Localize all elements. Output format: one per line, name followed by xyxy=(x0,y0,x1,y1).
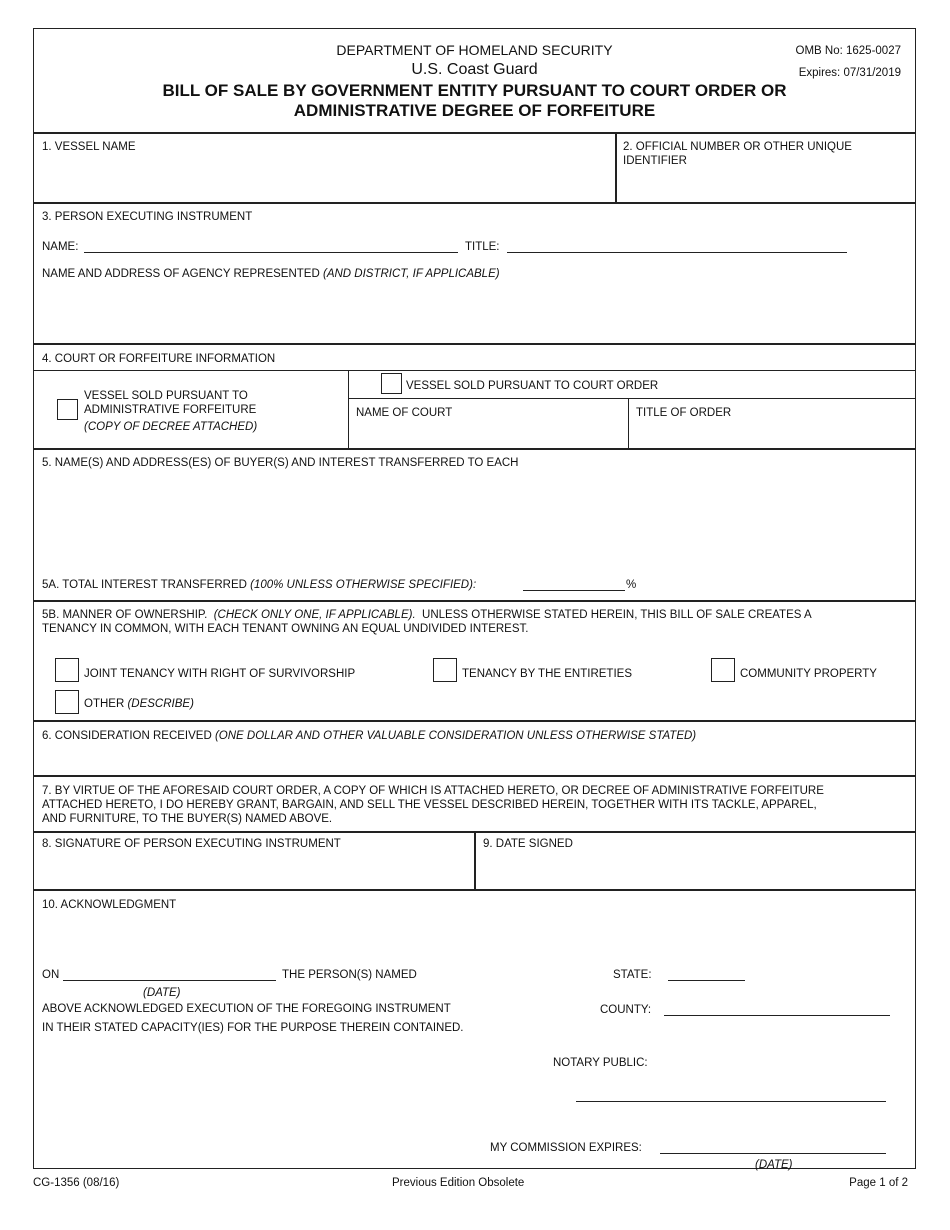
court-order-label: VESSEL SOLD PURSUANT TO COURT ORDER xyxy=(406,380,659,392)
title-label: TITLE: xyxy=(465,241,500,253)
divider xyxy=(33,448,916,450)
divider xyxy=(348,370,349,448)
ownership-label-line1 xyxy=(42,608,812,622)
agency-represented-hint: (AND DISTRICT, IF APPLICABLE) xyxy=(322,268,500,280)
header xyxy=(34,29,915,132)
official-number-label: 2. OFFICIAL NUMBER OR OTHER UNIQUE xyxy=(623,141,852,153)
department-name: DEPARTMENT OF HOMELAND SECURITY xyxy=(336,42,613,58)
buyers-field[interactable] xyxy=(42,474,908,569)
divider xyxy=(33,370,916,371)
admin-forfeiture-label-line1: VESSEL SOLD PURSUANT TO xyxy=(84,390,248,402)
court-name-label: NAME OF COURT xyxy=(356,407,453,419)
divider xyxy=(33,132,916,134)
entireties-label: TENANCY BY THE ENTIRETIES xyxy=(462,668,632,680)
total-interest-label: 5A. TOTAL INTEREST TRANSFERRED xyxy=(42,579,247,591)
form-title-line1: BILL OF SALE BY GOVERNMENT ENTITY PURSUANT TO COURT ORDER OR xyxy=(162,81,787,100)
order-title-label: TITLE OF ORDER xyxy=(636,407,732,419)
court-forfeiture-label: 4. COURT OR FORFEITURE INFORMATION xyxy=(42,353,276,365)
total-interest-field[interactable] xyxy=(523,577,625,591)
signature-label: 8. SIGNATURE OF PERSON EXECUTING INSTRUMENT xyxy=(42,838,341,850)
official-number-field[interactable] xyxy=(623,172,908,198)
acknowledged-text-line2: IN THEIR STATED CAPACITY(IES) FOR THE PURPOSE THEREIN CONTAINED. xyxy=(42,1022,464,1034)
title-field[interactable] xyxy=(507,239,847,253)
community-property-label: COMMUNITY PROPERTY xyxy=(740,668,877,680)
state-field[interactable] xyxy=(668,967,745,981)
omb-expiration: Expires: 07/31/2019 xyxy=(798,67,901,79)
name-label: NAME: xyxy=(42,241,79,253)
person-executing-label: 3. PERSON EXECUTING INSTRUMENT xyxy=(42,211,253,223)
court-name-field[interactable] xyxy=(356,424,621,444)
name-field[interactable] xyxy=(84,239,458,253)
order-title-field[interactable] xyxy=(636,424,908,444)
consideration-hint: (ONE DOLLAR AND OTHER VALUABLE CONSIDERATION UNLESS OTHERWISE STATED) xyxy=(214,730,697,742)
omb-number: OMB No: 1625-0027 xyxy=(795,45,901,57)
community-property-checkbox[interactable] xyxy=(711,658,735,682)
other-ownership-checkbox[interactable] xyxy=(55,690,79,714)
joint-tenancy-checkbox[interactable] xyxy=(55,658,79,682)
persons-named-label: THE PERSON(S) NAMED xyxy=(282,969,417,981)
agency-represented-label xyxy=(42,267,500,281)
ownership-label-line2: TENANCY IN COMMON, WITH EACH TENANT OWNING AN EQUAL UNDIVIDED INTEREST. xyxy=(42,623,529,635)
acknowledgment-label: 10. ACKNOWLEDGMENT xyxy=(42,899,177,911)
admin-forfeiture-label-line2: ADMINISTRATIVE FORFEITURE xyxy=(84,404,257,416)
divider xyxy=(615,133,617,202)
divider xyxy=(474,831,476,889)
total-interest-hint: (100% UNLESS OTHERWISE SPECIFIED): xyxy=(250,579,477,591)
percent-sign: % xyxy=(626,579,637,591)
commission-date-hint: (DATE) xyxy=(755,1159,793,1171)
admin-forfeiture-checkbox[interactable] xyxy=(57,399,78,420)
other-ownership-label xyxy=(84,697,194,711)
acknowledgment-date-field[interactable] xyxy=(63,967,276,981)
official-number-label-line2: IDENTIFIER xyxy=(623,155,687,167)
commission-expires-label: MY COMMISSION EXPIRES: xyxy=(490,1142,642,1154)
joint-tenancy-label: JOINT TENANCY WITH RIGHT OF SURVIVORSHIP xyxy=(84,668,356,680)
ownership-label: 5B. MANNER OF OWNERSHIP. xyxy=(42,609,208,621)
commission-expires-field[interactable] xyxy=(660,1140,886,1154)
other-ownership-hint: (DESCRIBE) xyxy=(127,698,194,710)
notary-public-label: NOTARY PUBLIC: xyxy=(553,1057,648,1069)
buyers-label: 5. NAME(S) AND ADDRESS(ES) OF BUYER(S) AND INTEREST TRANSFERRED TO EACH xyxy=(42,457,519,469)
divider xyxy=(33,202,916,204)
county-field[interactable] xyxy=(664,1002,890,1016)
entireties-checkbox[interactable] xyxy=(433,658,457,682)
date-signed-field[interactable] xyxy=(483,855,908,885)
total-interest-row xyxy=(42,578,476,592)
notary-signature-line[interactable] xyxy=(576,1088,886,1102)
admin-forfeiture-label-line3: (COPY OF DECREE ATTACHED) xyxy=(84,421,258,433)
page-number: Page 1 of 2 xyxy=(849,1177,908,1189)
acknowledged-text-line1: ABOVE ACKNOWLEDGED EXECUTION OF THE FOREGOING INSTRUMENT xyxy=(42,1003,451,1015)
divider xyxy=(33,600,916,602)
form-title-line2: ADMINISTRATIVE DEGREE OF FORFEITURE xyxy=(293,101,656,120)
consideration-field[interactable] xyxy=(42,748,908,772)
ownership-text: UNLESS OTHERWISE STATED HEREIN, THIS BILL OF SALE CREATES A xyxy=(422,609,812,621)
county-label: COUNTY: xyxy=(600,1004,652,1016)
divider xyxy=(33,720,916,722)
vessel-name-label: 1. VESSEL NAME xyxy=(42,141,136,153)
ownership-hint: (CHECK ONLY ONE, IF APPLICABLE). xyxy=(213,609,416,621)
consideration-label: 6. CONSIDERATION RECEIVED xyxy=(42,730,212,742)
other-ownership-text: OTHER xyxy=(84,698,125,710)
date-signed-label: 9. DATE SIGNED xyxy=(483,838,573,850)
acknowledgment-date-hint: (DATE) xyxy=(143,987,181,999)
divider xyxy=(33,343,916,345)
agency-name: U.S. Coast Guard xyxy=(411,61,538,78)
form-number: CG-1356 (08/16) xyxy=(33,1177,120,1189)
consideration-label-row xyxy=(42,729,696,743)
vessel-name-field[interactable] xyxy=(42,160,607,198)
agency-represented-text: NAME AND ADDRESS OF AGENCY REPRESENTED xyxy=(42,268,320,280)
signature-field[interactable] xyxy=(42,855,467,885)
agency-represented-field[interactable] xyxy=(42,284,908,339)
divider xyxy=(33,775,916,777)
on-label: ON xyxy=(42,969,60,981)
edition-note: Previous Edition Obsolete xyxy=(392,1177,525,1189)
grant-text-line3: AND FURNITURE, TO THE BUYER(S) NAMED ABOVE. xyxy=(42,813,333,825)
divider xyxy=(348,398,916,399)
grant-text-line2: ATTACHED HERETO, I DO HEREBY GRANT, BARGAIN, AND SELL THE VESSEL DESCRIBED HEREIN, TOGETHER WITH ITS TACKLE, APPAREL, xyxy=(42,799,817,811)
court-order-checkbox[interactable] xyxy=(381,373,402,394)
divider xyxy=(628,398,629,448)
divider xyxy=(33,889,916,891)
state-label: STATE: xyxy=(613,969,652,981)
grant-text-line1: 7. BY VIRTUE OF THE AFORESAID COURT ORDER, A COPY OF WHICH IS ATTACHED HERETO, OR DECREE OF ADMINISTRATIVE FORFEITURE xyxy=(42,785,824,797)
